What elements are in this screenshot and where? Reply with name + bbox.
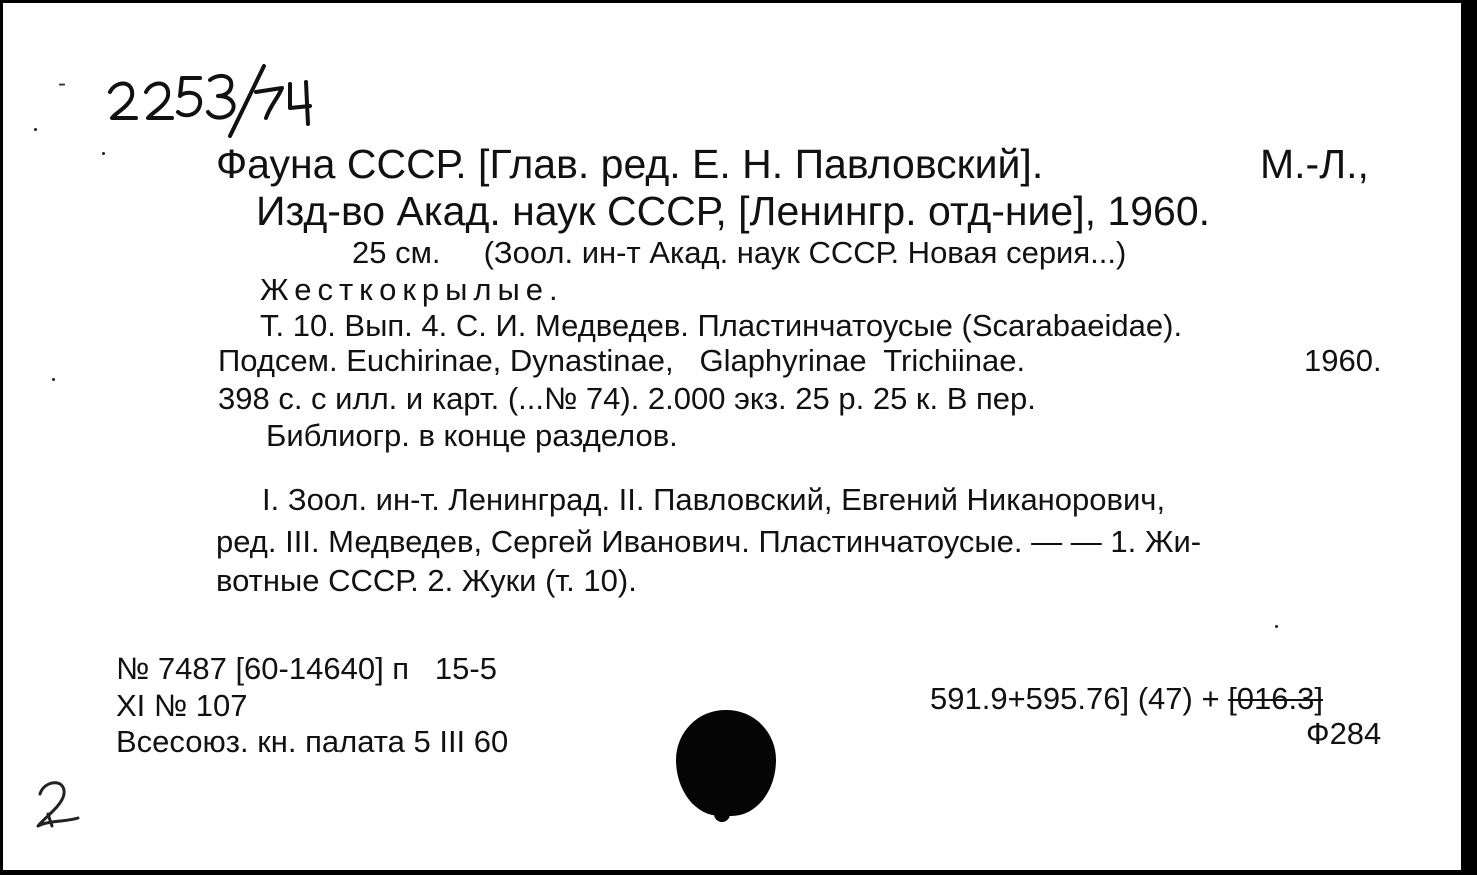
title-place: М.-Л.,	[1260, 141, 1369, 187]
dash-mark: -	[58, 70, 66, 97]
card-bottom-edge	[0, 870, 1477, 875]
speck	[102, 152, 105, 155]
speck	[34, 128, 37, 131]
tracings-line-2: ред. III. Медведев, Сергей Иванович. Пластинчатоусые. — — 1. Жи-	[216, 524, 1202, 559]
handwritten-mark	[30, 774, 86, 832]
card-right-edge	[1461, 0, 1477, 875]
record-number-line: № 7487 [60-14640] п 15-5	[116, 651, 497, 686]
subfamily-year: 1960.	[1304, 343, 1382, 378]
title-line-2: Изд-во Акад. наук СССР, [Ленингр. отд-ние], 1960.	[256, 188, 1211, 234]
classification-code	[930, 681, 1323, 717]
subfamily-line: Подсем. Euchirinae, Dynastinae, Glaphyrinae Trichiinae.	[218, 343, 1026, 378]
chamber-line: Всесоюз. кн. палата 5 III 60	[116, 724, 509, 759]
speck	[1275, 625, 1278, 628]
punch-hole-tail	[714, 800, 730, 822]
extent-line: 398 с. с илл. и карт. (...№ 74). 2.000 экз. 25 р. 25 к. В пер.	[218, 381, 1036, 416]
volume-line: Т. 10. Вып. 4. С. И. Медведев. Пластинчатоусые (Scarabaeidae).	[260, 308, 1183, 343]
bibliography-note: Библиогр. в конце разделов.	[266, 418, 678, 453]
card-left-edge	[0, 0, 3, 875]
title-line-1: Фауна СССР. [Глав. ред. Е. Н. Павловский].	[216, 141, 1044, 187]
shelf-mark: Ф284	[1306, 716, 1382, 751]
series-line: 25 см. (Зоол. ин-т Акад. наук СССР. Новая серия...)	[352, 235, 1127, 270]
classification-main: 591.9+595.76] (47) +	[930, 681, 1229, 716]
tracings-line-3: вотные СССР. 2. Жуки (т. 10).	[216, 563, 637, 598]
card-top-edge	[0, 0, 1477, 3]
record-series-line: XI № 107	[116, 688, 248, 723]
subject-heading: Жесткокрылые.	[260, 272, 564, 307]
tracings-line-1: I. Зоол. ин-т. Ленинград. II. Павловский, Евгений Никанорович,	[262, 482, 1166, 517]
speck	[52, 378, 55, 381]
classification-struck: [016.3]	[1228, 681, 1323, 716]
handwritten-accession-number	[106, 62, 346, 140]
